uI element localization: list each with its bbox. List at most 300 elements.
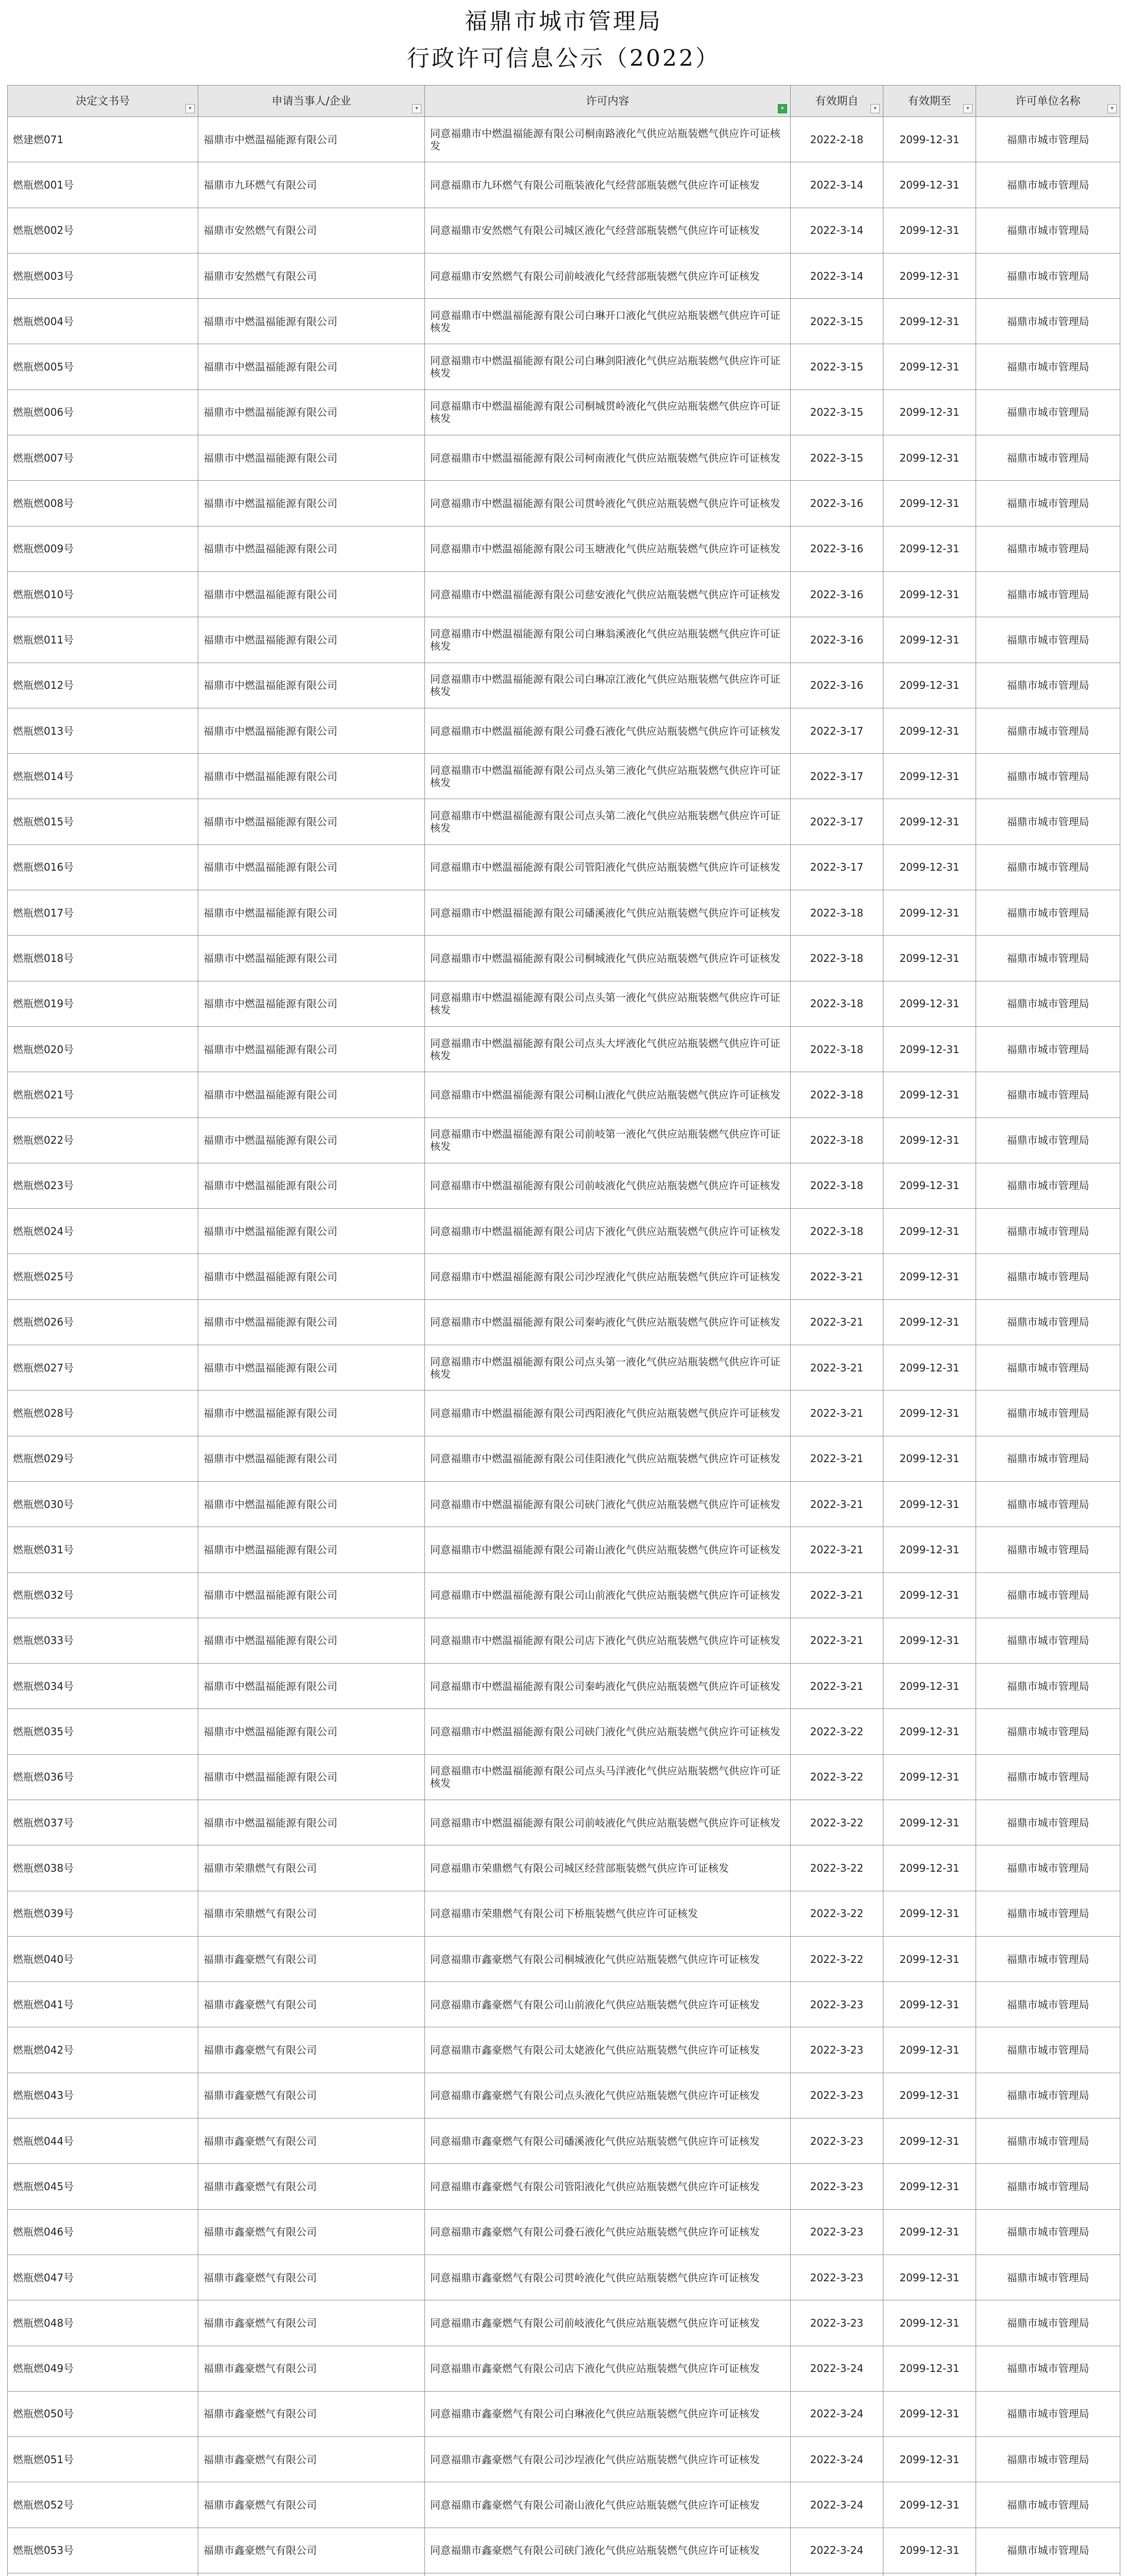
applicant-cell: 福鼎市中燃温福能源有限公司 — [198, 1345, 425, 1391]
valid-from-cell: 2022-3-18 — [791, 1072, 883, 1117]
applicant-cell — [198, 2573, 425, 2576]
content-cell: 同意福鼎市中燃温福能源有限公司点头第一液化气供应站瓶装燃气供应许可证核发 — [425, 1345, 791, 1391]
column-header-valid-to[interactable] — [883, 86, 976, 117]
valid-to-cell: 2099-12-31 — [883, 2255, 976, 2300]
applicant-cell: 福鼎市中燃温福能源有限公司 — [198, 571, 425, 617]
decision-no-cell: 燃瓶燃004号 — [8, 299, 198, 344]
authority-cell: 福鼎市城市管理局 — [976, 890, 1120, 936]
valid-from-cell: 2022-3-22 — [791, 1754, 883, 1800]
decision-no-cell: 燃瓶燃043号 — [8, 2073, 198, 2118]
valid-to-cell: 2099-12-31 — [883, 1800, 976, 1845]
applicant-cell: 福鼎市中燃温福能源有限公司 — [198, 299, 425, 344]
applicant-cell: 福鼎市中燃温福能源有限公司 — [198, 754, 425, 799]
decision-no-cell: 燃瓶燃050号 — [8, 2391, 198, 2436]
authority-cell: 福鼎市城市管理局 — [976, 389, 1120, 435]
applicant-cell: 福鼎市鑫豪燃气有限公司 — [198, 2255, 425, 2300]
table-row — [8, 435, 1120, 481]
valid-to-cell: 2099-12-31 — [883, 435, 976, 481]
authority-cell: 福鼎市城市管理局 — [976, 2437, 1120, 2482]
applicant-cell: 福鼎市鑫豪燃气有限公司 — [198, 2346, 425, 2391]
valid-from-cell: 2022-2-18 — [791, 117, 883, 162]
table-row — [8, 1072, 1120, 1117]
filter-dropdown-icon[interactable]: ▾ — [185, 104, 195, 113]
applicant-cell: 福鼎市中燃温福能源有限公司 — [198, 844, 425, 890]
authority-cell: 福鼎市城市管理局 — [976, 162, 1120, 208]
decision-no-cell: 燃瓶燃053号 — [8, 2528, 198, 2573]
valid-to-cell: 2099-12-31 — [883, 2528, 976, 2573]
applicant-cell: 福鼎市中燃温福能源有限公司 — [198, 344, 425, 389]
valid-to-cell: 2099-12-31 — [883, 1072, 976, 1117]
table-row — [8, 1845, 1120, 1891]
applicant-cell: 福鼎市鑫豪燃气有限公司 — [198, 2482, 425, 2528]
applicant-cell: 福鼎市安然燃气有限公司 — [198, 208, 425, 253]
authority-cell: 福鼎市城市管理局 — [976, 571, 1120, 617]
table-row — [8, 2255, 1120, 2300]
authority-cell: 福鼎市城市管理局 — [976, 344, 1120, 389]
valid-to-cell: 2099-12-31 — [883, 936, 976, 981]
applicant-cell: 福鼎市鑫豪燃气有限公司 — [198, 1982, 425, 2027]
authority-cell: 福鼎市城市管理局 — [976, 1026, 1120, 1072]
content-cell: 同意福鼎市中燃温福能源有限公司叠石液化气供应站瓶装燃气供应许可证核发 — [425, 708, 791, 753]
applicant-cell: 福鼎市中燃温福能源有限公司 — [198, 526, 425, 571]
applicant-cell: 福鼎市鑫豪燃气有限公司 — [198, 2437, 425, 2482]
content-cell: 同意福鼎市中燃温福能源有限公司白琳凉江液化气供应站瓶装燃气供应许可证核发 — [425, 663, 791, 708]
authority-cell — [976, 2573, 1120, 2576]
content-cell: 同意福鼎市中燃温福能源有限公司桐南路液化气供应站瓶装燃气供应许可证核发 — [425, 117, 791, 162]
valid-from-cell: 2022-3-24 — [791, 2528, 883, 2573]
decision-no-cell: 燃瓶燃048号 — [8, 2300, 198, 2346]
decision-no-cell: 燃瓶燃031号 — [8, 1527, 198, 1572]
applicant-cell: 福鼎市中燃温福能源有限公司 — [198, 1572, 425, 1618]
valid-from-cell: 2022-3-23 — [791, 2300, 883, 2346]
valid-to-cell: 2099-12-31 — [883, 2164, 976, 2209]
valid-to-cell: 2099-12-31 — [883, 1845, 976, 1891]
valid-from-cell: 2022-3-23 — [791, 2119, 883, 2164]
applicant-cell: 福鼎市鑫豪燃气有限公司 — [198, 2119, 425, 2164]
applicant-cell: 福鼎市中燃温福能源有限公司 — [198, 1754, 425, 1800]
valid-from-cell: 2022-3-21 — [791, 1527, 883, 1572]
table-row — [8, 1345, 1120, 1391]
content-cell: 同意福鼎市中燃温福能源有限公司点头大坪液化气供应站瓶装燃气供应许可证核发 — [425, 1026, 791, 1072]
applicant-cell: 福鼎市中燃温福能源有限公司 — [198, 1072, 425, 1117]
content-cell: 同意福鼎市鑫豪燃气有限公司管阳液化气供应站瓶装燃气供应许可证核发 — [425, 2164, 791, 2209]
decision-no-cell: 燃瓶燃002号 — [8, 208, 198, 253]
table-row — [8, 663, 1120, 708]
page-subtitle: 行政许可信息公示（2022） — [407, 45, 720, 72]
table-row — [8, 754, 1120, 799]
valid-to-cell: 2099-12-31 — [883, 1891, 976, 1936]
filter-active-icon[interactable]: ▾ — [778, 104, 787, 113]
table-row — [8, 1254, 1120, 1299]
table-row — [8, 2346, 1120, 2391]
authority-cell: 福鼎市城市管理局 — [976, 2164, 1120, 2209]
valid-from-cell: 2022-3-21 — [791, 1391, 883, 1436]
decision-no-cell: 燃瓶燃023号 — [8, 1163, 198, 1208]
filter-dropdown-icon[interactable]: ▾ — [412, 104, 421, 113]
authority-cell: 福鼎市城市管理局 — [976, 663, 1120, 708]
valid-from-cell: 2022-3-14 — [791, 162, 883, 208]
content-cell: 同意福鼎市鑫豪燃气有限公司太姥液化气供应站瓶装燃气供应许可证核发 — [425, 2027, 791, 2073]
valid-to-cell: 2099-12-31 — [883, 844, 976, 890]
valid-to-cell: 2099-12-31 — [883, 1391, 976, 1436]
table-body — [8, 117, 1120, 2576]
authority-cell: 福鼎市城市管理局 — [976, 1254, 1120, 1299]
decision-no-cell: 燃瓶燃026号 — [8, 1299, 198, 1345]
valid-from-cell: 2022-3-18 — [791, 1026, 883, 1072]
authority-cell: 福鼎市城市管理局 — [976, 1982, 1120, 2027]
authority-cell: 福鼎市城市管理局 — [976, 117, 1120, 162]
valid-from-cell: 2022-3-15 — [791, 435, 883, 481]
content-cell: 同意福鼎市中燃温福能源有限公司磻溪液化气供应站瓶装燃气供应许可证核发 — [425, 890, 791, 936]
valid-from-cell: 2022-3-18 — [791, 1163, 883, 1208]
authority-cell: 福鼎市城市管理局 — [976, 1117, 1120, 1163]
filter-dropdown-icon[interactable]: ▾ — [1107, 104, 1117, 113]
table-row — [8, 708, 1120, 753]
valid-to-cell: 2099-12-31 — [883, 2346, 976, 2391]
content-cell: 同意福鼎市中燃温福能源有限公司桐城液化气供应站瓶装燃气供应许可证核发 — [425, 936, 791, 981]
valid-to-cell: 2099-12-31 — [883, 208, 976, 253]
decision-no-cell: 燃瓶燃047号 — [8, 2255, 198, 2300]
valid-to-cell: 2099-12-31 — [883, 2437, 976, 2482]
table-row — [8, 571, 1120, 617]
content-cell: 同意福鼎市中燃温福能源有限公司柯南液化气供应站瓶装燃气供应许可证核发 — [425, 435, 791, 481]
content-cell: 同意福鼎市中燃温福能源有限公司秦屿液化气供应站瓶装燃气供应许可证核发 — [425, 1664, 791, 1709]
authority-cell: 福鼎市城市管理局 — [976, 2482, 1120, 2528]
table-row — [8, 1664, 1120, 1709]
applicant-cell: 福鼎市安然燃气有限公司 — [198, 253, 425, 298]
authority-cell: 福鼎市城市管理局 — [976, 1527, 1120, 1572]
valid-to-cell: 2099-12-31 — [883, 1982, 976, 2027]
valid-from-cell: 2022-3-17 — [791, 708, 883, 753]
decision-no-cell: 燃瓶燃035号 — [8, 1709, 198, 1754]
page-title: 福鼎市城市管理局 — [465, 8, 662, 35]
table-row — [8, 799, 1120, 844]
table-row — [8, 1572, 1120, 1618]
content-cell: 同意福鼎市鑫豪燃气有限公司嵛山液化气供应站瓶装燃气供应许可证核发 — [425, 2482, 791, 2528]
filter-dropdown-icon[interactable]: ▾ — [870, 104, 880, 113]
column-header-content[interactable] — [425, 86, 791, 117]
table-row — [8, 1209, 1120, 1254]
applicant-cell: 福鼎市中燃温福能源有限公司 — [198, 1436, 425, 1481]
content-cell: 同意福鼎市中燃温福能源有限公司点头第三液化气供应站瓶装燃气供应许可证核发 — [425, 754, 791, 799]
authority-cell: 福鼎市城市管理局 — [976, 1754, 1120, 1800]
authority-cell: 福鼎市城市管理局 — [976, 2300, 1120, 2346]
authority-cell: 福鼎市城市管理局 — [976, 936, 1120, 981]
valid-to-cell — [883, 2573, 976, 2576]
applicant-cell: 福鼎市中燃温福能源有限公司 — [198, 117, 425, 162]
table-row — [8, 1891, 1120, 1936]
valid-from-cell: 2022-3-22 — [791, 1891, 883, 1936]
valid-to-cell: 2099-12-31 — [883, 617, 976, 663]
content-cell: 同意福鼎市鑫豪燃气有限公司贯岭液化气供应站瓶装燃气供应许可证核发 — [425, 2255, 791, 2300]
valid-to-cell: 2099-12-31 — [883, 1299, 976, 1345]
content-cell: 同意福鼎市中燃温福能源有限公司西阳液化气供应站瓶装燃气供应许可证核发 — [425, 1391, 791, 1436]
applicant-cell: 福鼎市中燃温福能源有限公司 — [198, 981, 425, 1026]
valid-from-cell: 2022-3-21 — [791, 1618, 883, 1663]
decision-no-cell: 燃瓶燃001号 — [8, 162, 198, 208]
content-cell: 同意福鼎市鑫豪燃气有限公司山前液化气供应站瓶装燃气供应许可证核发 — [425, 1982, 791, 2027]
valid-to-cell: 2099-12-31 — [883, 799, 976, 844]
decision-no-cell: 燃瓶燃017号 — [8, 890, 198, 936]
table-row — [8, 2482, 1120, 2528]
decision-no-cell: 燃瓶燃003号 — [8, 253, 198, 298]
permit-table — [7, 85, 1120, 2576]
applicant-cell: 福鼎市中燃温福能源有限公司 — [198, 1163, 425, 1208]
content-cell: 同意福鼎市中燃温福能源有限公司桐城贯岭液化气供应站瓶装燃气供应许可证核发 — [425, 389, 791, 435]
applicant-cell: 福鼎市中燃温福能源有限公司 — [198, 1527, 425, 1572]
valid-from-cell: 2022-3-21 — [791, 1481, 883, 1527]
valid-from-cell: 2022-3-21 — [791, 1664, 883, 1709]
authority-cell: 福鼎市城市管理局 — [976, 708, 1120, 753]
content-cell: 同意福鼎市鑫豪燃气有限公司叠石液化气供应站瓶装燃气供应许可证核发 — [425, 2209, 791, 2255]
decision-no-cell — [8, 2573, 198, 2576]
table-row — [8, 1800, 1120, 1845]
table-row — [8, 1391, 1120, 1436]
content-cell: 同意福鼎市中燃温福能源有限公司秦屿液化气供应站瓶装燃气供应许可证核发 — [425, 1299, 791, 1345]
content-cell: 同意福鼎市荣鼎燃气有限公司城区经营部瓶装燃气供应许可证核发 — [425, 1845, 791, 1891]
decision-no-cell: 燃瓶燃020号 — [8, 1026, 198, 1072]
authority-cell: 福鼎市城市管理局 — [976, 435, 1120, 481]
valid-to-cell: 2099-12-31 — [883, 1709, 976, 1754]
authority-cell: 福鼎市城市管理局 — [976, 1709, 1120, 1754]
authority-cell: 福鼎市城市管理局 — [976, 2255, 1120, 2300]
valid-from-cell: 2022-3-24 — [791, 2346, 883, 2391]
valid-to-cell: 2099-12-31 — [883, 299, 976, 344]
authority-cell: 福鼎市城市管理局 — [976, 1072, 1120, 1117]
table-row — [8, 2437, 1120, 2482]
column-header-valid-from[interactable] — [791, 86, 883, 117]
applicant-cell: 福鼎市中燃温福能源有限公司 — [198, 663, 425, 708]
table-row — [8, 1481, 1120, 1527]
content-cell: 同意福鼎市中燃温福能源有限公司点头第二液化气供应站瓶装燃气供应许可证核发 — [425, 799, 791, 844]
valid-to-cell: 2099-12-31 — [883, 1618, 976, 1663]
valid-to-cell: 2099-12-31 — [883, 1436, 976, 1481]
authority-cell: 福鼎市城市管理局 — [976, 1618, 1120, 1663]
content-cell: 同意福鼎市中燃温福能源有限公司前岐液化气供应站瓶装燃气供应许可证核发 — [425, 1163, 791, 1208]
content-cell: 同意福鼎市鑫豪燃气有限公司沙埕液化气供应站瓶装燃气供应许可证核发 — [425, 2437, 791, 2482]
content-cell: 同意福鼎市中燃温福能源有限公司桐山液化气供应站瓶装燃气供应许可证核发 — [425, 1072, 791, 1117]
valid-from-cell: 2022-3-18 — [791, 936, 883, 981]
table-row — [8, 1709, 1120, 1754]
table-row — [8, 1618, 1120, 1663]
decision-no-cell: 燃瓶燃018号 — [8, 936, 198, 981]
valid-from-cell: 2022-3-23 — [791, 1982, 883, 2027]
content-cell: 同意福鼎市安然燃气有限公司城区液化气经营部瓶装燃气供应许可证核发 — [425, 208, 791, 253]
content-cell: 同意福鼎市中燃温福能源有限公司白琳开口液化气供应站瓶装燃气供应许可证核发 — [425, 299, 791, 344]
table-row — [8, 1299, 1120, 1345]
valid-to-cell: 2099-12-31 — [883, 253, 976, 298]
decision-no-cell: 燃瓶燃005号 — [8, 344, 198, 389]
decision-no-cell: 燃瓶燃034号 — [8, 1664, 198, 1709]
content-cell: 同意福鼎市中燃温福能源有限公司硖门液化气供应站瓶装燃气供应许可证核发 — [425, 1481, 791, 1527]
valid-from-cell: 2022-3-21 — [791, 1572, 883, 1618]
decision-no-cell: 燃瓶燃012号 — [8, 663, 198, 708]
table-row — [8, 117, 1120, 162]
filter-dropdown-icon[interactable]: ▾ — [963, 104, 972, 113]
valid-to-cell: 2099-12-31 — [883, 1936, 976, 1981]
column-header-applicant[interactable] — [198, 86, 425, 117]
applicant-cell: 福鼎市中燃温福能源有限公司 — [198, 708, 425, 753]
valid-from-cell: 2022-3-21 — [791, 1299, 883, 1345]
column-header-authority[interactable] — [976, 86, 1120, 117]
authority-cell: 福鼎市城市管理局 — [976, 981, 1120, 1026]
valid-to-cell: 2099-12-31 — [883, 2482, 976, 2528]
applicant-cell: 福鼎市中燃温福能源有限公司 — [198, 1117, 425, 1163]
table-row — [8, 389, 1120, 435]
valid-from-cell: 2022-3-22 — [791, 1936, 883, 1981]
valid-from-cell: 2022-3-15 — [791, 344, 883, 389]
decision-no-cell: 燃瓶燃044号 — [8, 2119, 198, 2164]
authority-cell: 福鼎市城市管理局 — [976, 481, 1120, 526]
decision-no-cell: 燃瓶燃052号 — [8, 2482, 198, 2528]
applicant-cell: 福鼎市中燃温福能源有限公司 — [198, 1800, 425, 1845]
content-cell: 同意福鼎市安然燃气有限公司前岐液化气经营部瓶装燃气供应许可证核发 — [425, 253, 791, 298]
table-row — [8, 1436, 1120, 1481]
table-row — [8, 526, 1120, 571]
column-header-decision-no[interactable] — [8, 86, 198, 117]
applicant-cell: 福鼎市鑫豪燃气有限公司 — [198, 2300, 425, 2346]
authority-cell: 福鼎市城市管理局 — [976, 1299, 1120, 1345]
authority-cell: 福鼎市城市管理局 — [976, 1572, 1120, 1618]
decision-no-cell: 燃瓶燃029号 — [8, 1436, 198, 1481]
valid-from-cell: 2022-3-16 — [791, 526, 883, 571]
valid-to-cell: 2099-12-31 — [883, 1209, 976, 1254]
content-cell: 同意福鼎市中燃温福能源有限公司硖门液化气供应站瓶装燃气供应许可证核发 — [425, 1709, 791, 1754]
table-row — [8, 2528, 1120, 2573]
content-cell: 同意福鼎市中燃温福能源有限公司前岐液化气供应站瓶装燃气供应许可证核发 — [425, 1800, 791, 1845]
decision-no-cell: 燃瓶燃028号 — [8, 1391, 198, 1436]
valid-to-cell: 2099-12-31 — [883, 890, 976, 936]
applicant-cell: 福鼎市中燃温福能源有限公司 — [198, 1709, 425, 1754]
decision-no-cell: 燃瓶燃024号 — [8, 1209, 198, 1254]
valid-to-cell: 2099-12-31 — [883, 2027, 976, 2073]
authority-cell: 福鼎市城市管理局 — [976, 754, 1120, 799]
valid-to-cell: 2099-12-31 — [883, 1664, 976, 1709]
table-row — [8, 1982, 1120, 2027]
table-row — [8, 2164, 1120, 2209]
decision-no-cell: 燃瓶燃033号 — [8, 1618, 198, 1663]
valid-from-cell: 2022-3-23 — [791, 2255, 883, 2300]
content-cell: 同意福鼎市鑫豪燃气有限公司硖门液化气供应站瓶装燃气供应许可证核发 — [425, 2528, 791, 2573]
authority-cell: 福鼎市城市管理局 — [976, 1436, 1120, 1481]
decision-no-cell: 燃瓶燃027号 — [8, 1345, 198, 1391]
content-cell: 同意福鼎市鑫豪燃气有限公司白琳液化气供应站瓶装燃气供应许可证核发 — [425, 2391, 791, 2436]
valid-from-cell: 2022-3-18 — [791, 890, 883, 936]
valid-from-cell: 2022-3-23 — [791, 2209, 883, 2255]
authority-cell: 福鼎市城市管理局 — [976, 2391, 1120, 2436]
valid-to-cell: 2099-12-31 — [883, 2300, 976, 2346]
valid-to-cell: 2099-12-31 — [883, 2119, 976, 2164]
applicant-cell: 福鼎市中燃温福能源有限公司 — [198, 481, 425, 526]
content-cell: 同意福鼎市鑫豪燃气有限公司磻溪液化气供应站瓶装燃气供应许可证核发 — [425, 2119, 791, 2164]
decision-no-cell: 燃瓶燃011号 — [8, 617, 198, 663]
valid-from-cell: 2022-3-23 — [791, 2164, 883, 2209]
valid-from-cell: 2022-3-18 — [791, 981, 883, 1026]
decision-no-cell: 燃瓶燃049号 — [8, 2346, 198, 2391]
applicant-cell: 福鼎市中燃温福能源有限公司 — [198, 1618, 425, 1663]
decision-no-cell: 燃瓶燃045号 — [8, 2164, 198, 2209]
valid-to-cell: 2099-12-31 — [883, 1527, 976, 1572]
decision-no-cell: 燃瓶燃051号 — [8, 2437, 198, 2482]
valid-from-cell: 2022-3-16 — [791, 663, 883, 708]
authority-cell: 福鼎市城市管理局 — [976, 208, 1120, 253]
valid-from-cell: 2022-3-18 — [791, 1209, 883, 1254]
decision-no-cell: 燃瓶燃046号 — [8, 2209, 198, 2255]
content-cell: 同意福鼎市中燃温福能源有限公司管阳液化气供应站瓶装燃气供应许可证核发 — [425, 844, 791, 890]
column-label: 决定文书号 — [76, 95, 130, 107]
table-row — [8, 844, 1120, 890]
content-cell: 同意福鼎市中燃温福能源有限公司贯岭液化气供应站瓶装燃气供应许可证核发 — [425, 481, 791, 526]
authority-cell: 福鼎市城市管理局 — [976, 2209, 1120, 2255]
valid-to-cell: 2099-12-31 — [883, 1254, 976, 1299]
content-cell: 同意福鼎市中燃温福能源有限公司白琳翁溪液化气供应站瓶装燃气供应许可证核发 — [425, 617, 791, 663]
valid-from-cell: 2022-3-17 — [791, 754, 883, 799]
applicant-cell: 福鼎市中燃温福能源有限公司 — [198, 1664, 425, 1709]
authority-cell: 福鼎市城市管理局 — [976, 617, 1120, 663]
table-row — [8, 1754, 1120, 1800]
content-cell: 同意福鼎市中燃温福能源有限公司店下液化气供应站瓶装燃气供应许可证核发 — [425, 1618, 791, 1663]
content-cell: 同意福鼎市中燃温福能源有限公司慈安液化气供应站瓶装燃气供应许可证核发 — [425, 571, 791, 617]
decision-no-cell: 燃瓶燃019号 — [8, 981, 198, 1026]
column-label: 许可单位名称 — [1015, 95, 1081, 107]
valid-from-cell: 2022-3-23 — [791, 2073, 883, 2118]
decision-no-cell: 燃瓶燃037号 — [8, 1800, 198, 1845]
decision-no-cell: 燃瓶燃032号 — [8, 1572, 198, 1618]
column-label: 许可内容 — [586, 95, 629, 107]
table-row — [8, 1117, 1120, 1163]
decision-no-cell: 燃瓶燃009号 — [8, 526, 198, 571]
valid-to-cell: 2099-12-31 — [883, 344, 976, 389]
applicant-cell: 福鼎市中燃温福能源有限公司 — [198, 890, 425, 936]
valid-to-cell: 2099-12-31 — [883, 754, 976, 799]
authority-cell: 福鼎市城市管理局 — [976, 2346, 1120, 2391]
decision-no-cell: 燃瓶燃006号 — [8, 389, 198, 435]
valid-to-cell: 2099-12-31 — [883, 389, 976, 435]
content-cell: 同意福鼎市鑫豪燃气有限公司桐城液化气供应站瓶装燃气供应许可证核发 — [425, 1936, 791, 1981]
table-row — [8, 299, 1120, 344]
content-cell: 同意福鼎市中燃温福能源有限公司山前液化气供应站瓶装燃气供应许可证核发 — [425, 1572, 791, 1618]
table-row — [8, 2573, 1120, 2576]
applicant-cell: 福鼎市中燃温福能源有限公司 — [198, 1299, 425, 1345]
valid-from-cell: 2022-3-15 — [791, 389, 883, 435]
valid-to-cell: 2099-12-31 — [883, 526, 976, 571]
content-cell: 同意福鼎市鑫豪燃气有限公司前岐液化气供应站瓶装燃气供应许可证核发 — [425, 2300, 791, 2346]
valid-to-cell: 2099-12-31 — [883, 117, 976, 162]
valid-to-cell: 2099-12-31 — [883, 162, 976, 208]
applicant-cell: 福鼎市中燃温福能源有限公司 — [198, 389, 425, 435]
decision-no-cell: 燃瓶燃014号 — [8, 754, 198, 799]
authority-cell: 福鼎市城市管理局 — [976, 1800, 1120, 1845]
valid-from-cell: 2022-3-24 — [791, 2391, 883, 2436]
decision-no-cell: 燃瓶燃036号 — [8, 1754, 198, 1800]
column-label: 有效期自 — [815, 95, 859, 107]
content-cell: 同意福鼎市中燃温福能源有限公司玉塘液化气供应站瓶装燃气供应许可证核发 — [425, 526, 791, 571]
table-row — [8, 617, 1120, 663]
valid-from-cell — [791, 2573, 883, 2576]
valid-to-cell: 2099-12-31 — [883, 571, 976, 617]
valid-from-cell: 2022-3-18 — [791, 1117, 883, 1163]
applicant-cell: 福鼎市鑫豪燃气有限公司 — [198, 1936, 425, 1981]
table-row — [8, 1936, 1120, 1981]
authority-cell: 福鼎市城市管理局 — [976, 299, 1120, 344]
decision-no-cell: 燃瓶燃010号 — [8, 571, 198, 617]
table-row — [8, 2391, 1120, 2436]
applicant-cell: 福鼎市中燃温福能源有限公司 — [198, 1209, 425, 1254]
decision-no-cell: 燃瓶燃016号 — [8, 844, 198, 890]
decision-no-cell: 燃瓶燃007号 — [8, 435, 198, 481]
table-row — [8, 2119, 1120, 2164]
valid-to-cell: 2099-12-31 — [883, 2073, 976, 2118]
